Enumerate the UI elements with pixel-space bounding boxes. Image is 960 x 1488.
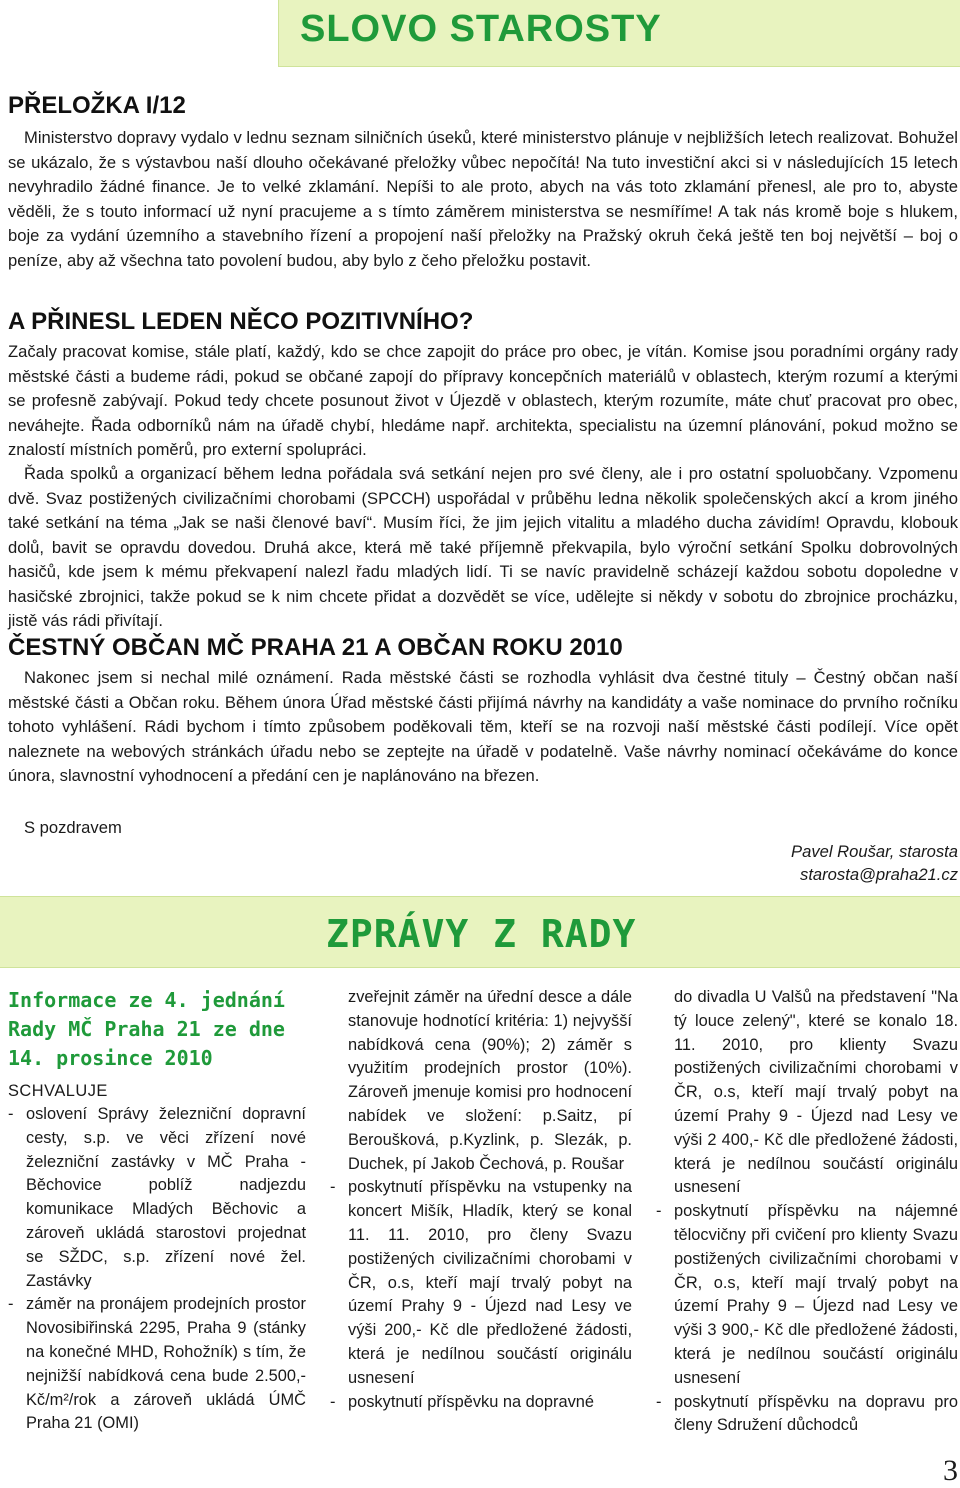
list-item: - poskytnutí příspěvku na dopravné	[330, 1391, 632, 1415]
bullet-dash: -	[330, 1392, 336, 1411]
heading-prelozka: PŘELOŽKA I/12	[8, 92, 186, 119]
list-item: - poskytnutí příspěvku na nájemné tělocvičny při cvičení pro klienty Svazu postižených civilizačními chorobami v ČR, o.s, kteří mají trvalý pobyt na území Prahy 9 – Újezd nad Lesy ve výši 3 900,- Kč dle předložené žádosti, která je nedílnou součástí originálu usnesení	[656, 1202, 958, 1387]
banner-title-slovo-starosty: SLOVO STAROSTY	[300, 8, 662, 50]
bullet-dash: -	[656, 1202, 662, 1221]
paragraph-cestny-obcan: Nakonec jsem si nechal milé oznámení. Rada městské části se rozhodla vyhlásit dva čestné tituly – Čestný občan naší městské části a Občan roku. Během února Úřad městské části přijímá návrhy na kandidáty a vaše nominace do prvního ročníku tohoto vyhlášení. Rádi bychom i tímto způsobem poděkovali těm, kteří se na rozvoji naší městské části podílejí. Více opět naleznete na webových stránkách úřadu nebo se zeptejte na úřadě v podatelně. Vaše návrhy nominací očekáváme do konce února, slavnostní vyhodnocení a předání cen je naplánováno na březen.	[8, 668, 958, 785]
page-number: 3	[943, 1454, 958, 1487]
bullet-dash: -	[8, 1295, 14, 1314]
paragraph-prinesl-1: Začaly pracovat komise, stále platí, každý, kdo se chce zapojit do práce pro obec, je vítán. Komise jsou poradními orgány rady městské části a budeme rádi, pokud se občané zapojí do přípravy koncepčních materiálů v oblastech, kterým rozumí a kterými se profesně zabývají. Pokud tedy chcete posunout život v Újezdě v oblastech, kterým rozumíte, máte chuť pracovat pro obec, neváhejte. Řada odborníků nám na úřadě chybí, hledáme např. architekta, specialistu na územní plánování, pokud možno se znalostí místních poměrů, pro externí spolupráci.	[8, 342, 958, 459]
banner-title-zpravy-z-rady: ZPRÁVY Z RADY	[326, 912, 637, 956]
heading-prinesl: A PŘINESL LEDEN NĚCO POZITIVNÍHO?	[8, 308, 474, 335]
list-item: - záměr na pronájem prodejních prostor Novosibiřinská 2295, Praha 9 (stánky na konečné MHD, Rohožník) s tím, že nejnižší nabídková cena bude 2.500,-Kč/m²/rok a zároveň ukládá ÚMČ Praha 21 (OMI)	[8, 1295, 306, 1433]
list-item: - poskytnutí příspěvku na dopravu pro členy Sdružení důchodců	[656, 1392, 958, 1435]
column-3	[656, 986, 958, 1438]
heading-cestny-obcan: ČESTNÝ OBČAN MČ PRAHA 21 A OBČAN ROKU 2010	[8, 634, 623, 661]
list-item-continuation: do divadla U Valšů na představení "Na tý louce zelený", které se konalo 18. 11. 2010, pro klienty Svazu postižených civilizačními chorobami v ČR, o.s, kteří mají trvalý pobyt na území Prahy 9 - Újezd nad Lesy ve výši 2 400,- Kč dle předložené žádosti, která je nedílnou součástí originálu usnesení	[674, 988, 958, 1197]
paragraph-prinesl-2: Řada spolků a organizací během ledna pořádala svá setkání nejen pro své členy, ale i pro ostatní spoluobčany. Vzpomenu dvě. Svaz postižených civilizačními chorobami (SPCCH) uspořádal v průběhu ledna několik společenských akcí a krom jiného také setkání na téma „Jak se naši členové baví“. Musím říci, že jim jejich vitalitu a mladého ducha závidím! Opravdu, klobouk dolů, bavit se opravdu dovedou. Druhá akce, která mě také příjemně překvapila, bylo výroční setkání Spolku dobrovolných hasičů, kde jsem k mému překvapení nalezl řadu mladých lidí. Ti se navíc pravidelně scházejí každou sobotu dopoledne v hasičské zbrojnici, takže pokud se k nim chcete přidat a dozvědět se více, udělejte si někdy v sobotu do zbrojnice procházku, jistě vás rádi přivítají.	[8, 464, 958, 630]
signature-email: starosta@praha21.cz	[800, 865, 958, 884]
bullet-dash: -	[330, 1178, 336, 1197]
greeting: S pozdravem	[24, 818, 122, 837]
list-item: - poskytnutí příspěvku na vstupenky na koncert Mišík, Hladík, který se konal 11. 11. 2010, pro členy Svazu postižených civilizačními chorobami v ČR, o.s, kteří mají trvalý pobyt na území Prahy 9 - Újezd nad Lesy ve výši 200,- Kč dle předložené žádosti, která je nedílnou součástí originálu usnesení	[330, 1178, 632, 1387]
bullet-dash: -	[8, 1105, 14, 1123]
rada-subtitle: Informace ze 4. jednání Rady MČ Praha 21 ze dne 14. prosince 2010	[8, 988, 285, 1070]
column-2	[330, 986, 632, 1414]
paragraph-prelozka: Ministerstvo dopravy vydalo v lednu seznam silničních úseků, které ministerstvo plánuje v nejbližších letech realizovat. Bohužel se ukázalo, že s výstavbou naší dlouho očekávané přeložky vůbec nepočítá! Na tuto investiční akci si v následujících 15 letech nevyhradilo žádné finance. Je to velké zklamání. Nepíši to ale proto, abych na vás toto zklamání přenesl, ale pro to, abyste věděli, že s touto informací už nyní pracujeme a s tímto záměrem ministerstva se nesmíříme! A tak nás kromě boje s hlukem, boje za vydání územního a stavebního řízení a propojení naší přeložky na Pražský okruh čeká ještě ten boj největší – boj o peníze, aby až všechna tato povolení budou, aby bylo z čeho přeložku postavit.	[8, 128, 958, 270]
bullet-dash: -	[656, 1392, 662, 1411]
column-1	[8, 986, 306, 1436]
approves-label: SCHVALUJE	[8, 1082, 108, 1100]
signature-name: Pavel Roušar, starosta	[791, 842, 958, 861]
list-item-continuation: zveřejnit záměr na úřední desce a dále stanovuje hodnotící kritéria: 1) nejvyšší nabídková cena (90%); 2) záměr s využitím prodejních prostor (10%). Zároveň jmenuje komisi pro hodnocení nabídek ve složení: p.Saitz, pí Beroušková, p.Kyzlink, p. Slezák, p. Duchek, pí Jakob Čechová, p. Roušar	[348, 988, 632, 1173]
list-item: - oslovení Správy železniční dopravní cesty, s.p. ve věci zřízení nové železniční zastávky v MČ Praha - Běchovice poblíž nadjezdu komunikace Mladých Běchovic a zároveň ukládá starostovi projednat se SŽDC, s.p. zřízení nové žel. Zastávky	[8, 1105, 306, 1290]
